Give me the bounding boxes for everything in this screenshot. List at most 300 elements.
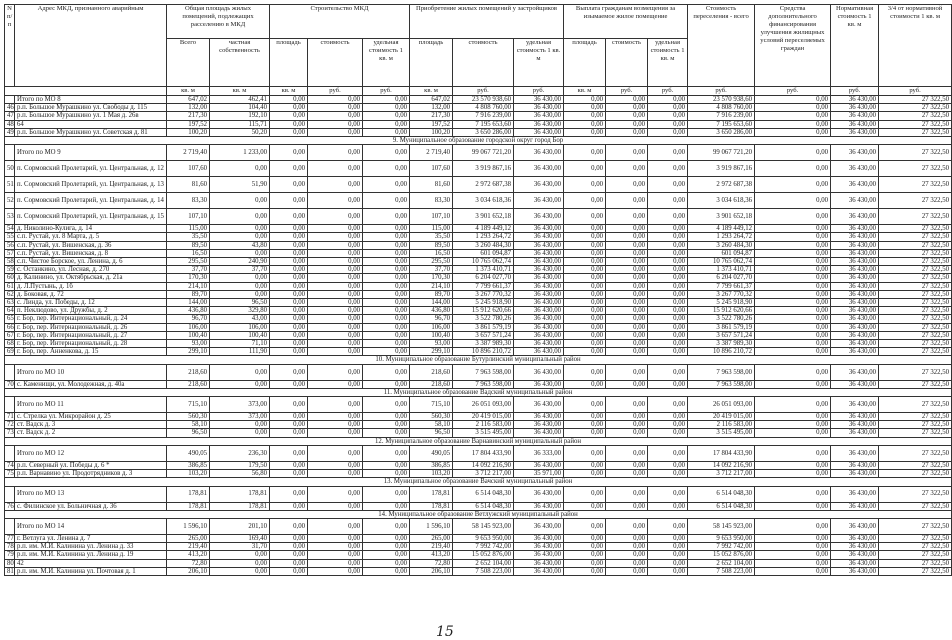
value-cell: 0,00 <box>270 282 308 290</box>
value-cell: 0,00 <box>210 429 270 437</box>
value-cell: 36 430,00 <box>514 290 564 298</box>
table-row <box>5 331 952 339</box>
value-cell: 3 515 495,00 <box>453 429 514 437</box>
value-cell: 0,00 <box>648 299 688 307</box>
value-cell: 0,00 <box>606 315 648 323</box>
header-address: Адрес МКД, признанного аварийным <box>15 5 167 87</box>
value-cell: 601 094,87 <box>688 249 755 257</box>
value-cell: 0,00 <box>564 502 606 510</box>
value-cell: 0,00 <box>755 307 831 315</box>
value-cell: 0,00 <box>363 315 410 323</box>
value-cell: 0,00 <box>648 323 688 331</box>
row-number <box>5 364 15 380</box>
value-cell: 0,00 <box>564 534 606 542</box>
value-cell: 295,50 <box>410 258 453 266</box>
address-cell: г. Бор, пер. Интернациональный, д. 28 <box>15 340 167 348</box>
value-cell: 0,00 <box>755 225 831 233</box>
value-cell: 3 260 484,30 <box>688 241 755 249</box>
value-cell: 36 430,00 <box>831 470 879 478</box>
value-cell: 0,00 <box>210 380 270 388</box>
value-cell: 0,00 <box>606 258 648 266</box>
row-number <box>5 486 15 502</box>
value-cell: 3 919 867,16 <box>453 161 514 177</box>
value-cell: 36 430,00 <box>514 193 564 209</box>
value-cell: 7 916 239,00 <box>688 112 755 120</box>
value-cell: 0,00 <box>270 299 308 307</box>
value-cell: 115,00 <box>167 225 210 233</box>
value-cell: 0,00 <box>606 249 648 257</box>
value-cell: 36 430,00 <box>831 241 879 249</box>
address-cell: р.п. Варнавино ул. Продотрядников д. 3 <box>15 470 167 478</box>
value-cell: 15 052 876,00 <box>688 551 755 559</box>
value-cell: 83,30 <box>167 193 210 209</box>
value-cell: 3 260 484,30 <box>453 241 514 249</box>
value-cell: 0,00 <box>363 161 410 177</box>
value-cell: 0,00 <box>363 177 410 193</box>
value-cell: 36 430,00 <box>831 397 879 413</box>
value-cell: 36 430,00 <box>514 461 564 469</box>
unit-cell: руб. <box>648 87 688 96</box>
value-cell: 1 293 264,72 <box>453 233 514 241</box>
value-cell: 3 650 286,00 <box>688 128 755 136</box>
value-cell: 6 204 027,70 <box>453 274 514 282</box>
value-cell: 206,10 <box>410 567 453 575</box>
value-cell: 27 322,50 <box>879 307 952 315</box>
value-cell: 10 896 210,72 <box>453 348 514 356</box>
value-cell: 36 430,00 <box>831 104 879 112</box>
value-cell: 51,90 <box>210 177 270 193</box>
table-row <box>5 340 952 348</box>
value-cell: 107,10 <box>167 209 210 225</box>
value-cell: 0,00 <box>755 177 831 193</box>
value-cell: 3 657 571,24 <box>453 331 514 339</box>
value-cell: 0,00 <box>308 120 363 128</box>
value-cell: 0,00 <box>363 225 410 233</box>
value-cell: 0,00 <box>606 193 648 209</box>
value-cell: 27 322,50 <box>879 559 952 567</box>
value-cell: 0,00 <box>755 96 831 104</box>
value-cell: 17 804 433,90 <box>453 445 514 461</box>
address-cell: с. Останкино, ул. Лесная, д. 270 <box>15 266 167 274</box>
value-cell: 36 430,00 <box>514 249 564 257</box>
value-cell: 36 430,00 <box>514 241 564 249</box>
value-cell: 36 430,00 <box>514 209 564 225</box>
value-cell: 0,00 <box>270 567 308 575</box>
value-cell: 0,00 <box>308 331 363 339</box>
value-cell: 0,00 <box>755 551 831 559</box>
units-spacer <box>5 87 167 96</box>
row-number: 67 <box>5 331 15 339</box>
value-cell: 3 522 780,26 <box>453 315 514 323</box>
row-number: 72 <box>5 421 15 429</box>
value-cell: 0,00 <box>564 120 606 128</box>
value-cell: 236,30 <box>210 445 270 461</box>
value-cell: 4 808 760,00 <box>688 104 755 112</box>
value-cell: 106,00 <box>410 323 453 331</box>
value-cell: 0,00 <box>755 397 831 413</box>
value-cell: 0,00 <box>755 559 831 567</box>
value-cell: 0,00 <box>363 233 410 241</box>
value-cell: 0,00 <box>564 193 606 209</box>
table-row <box>5 299 952 307</box>
header-total-cost: Стоимость переселения - всего <box>688 5 755 87</box>
value-cell: 0,00 <box>363 429 410 437</box>
value-cell: 192,10 <box>210 112 270 120</box>
total-row <box>5 364 952 380</box>
value-cell: 0,00 <box>606 567 648 575</box>
page-number: 15 <box>436 624 454 640</box>
value-cell: 0,00 <box>363 290 410 298</box>
address-cell: п. Сормовский Пролетарий, ул. Центральная, д. 13 <box>15 177 167 193</box>
table-row <box>5 559 952 567</box>
value-cell: 50,20 <box>210 128 270 136</box>
value-cell: 5 245 918,90 <box>453 299 514 307</box>
value-cell: 0,00 <box>755 193 831 209</box>
table-row <box>5 209 952 225</box>
value-cell: 10 765 062,74 <box>688 258 755 266</box>
value-cell: 3 267 770,32 <box>453 290 514 298</box>
table-row <box>5 470 952 478</box>
value-cell: 56,80 <box>210 470 270 478</box>
value-cell: 0,00 <box>363 397 410 413</box>
value-cell: 93,00 <box>167 340 210 348</box>
value-cell: 27 322,50 <box>879 421 952 429</box>
value-cell: 0,00 <box>363 551 410 559</box>
value-cell: 100,20 <box>167 128 210 136</box>
value-cell: 7 992 742,00 <box>453 543 514 551</box>
value-cell: 0,00 <box>606 241 648 249</box>
value-cell: 0,00 <box>270 193 308 209</box>
address-cell: Итого по МО 12 <box>15 445 167 461</box>
address-cell: ст. Вадск д. 3 <box>15 421 167 429</box>
value-cell: 36 430,00 <box>831 543 879 551</box>
value-cell: 0,00 <box>308 518 363 534</box>
value-cell: 0,00 <box>363 413 410 421</box>
value-cell: 36 430,00 <box>831 112 879 120</box>
header-construction-unit: удельная стоимость 1 кв. м <box>363 39 410 87</box>
value-cell: 2 652 104,00 <box>688 559 755 567</box>
value-cell: 27 322,50 <box>879 486 952 502</box>
value-cell: 27 322,50 <box>879 331 952 339</box>
value-cell: 0,00 <box>648 534 688 542</box>
value-cell: 103,20 <box>410 470 453 478</box>
value-cell: 7 195 653,60 <box>453 120 514 128</box>
value-cell: 3 861 579,19 <box>688 323 755 331</box>
table-row <box>5 307 952 315</box>
value-cell: 0,00 <box>564 128 606 136</box>
value-cell: 36 430,00 <box>831 225 879 233</box>
address-cell: д. Калинино, ул. Октябрьская, д. 21а <box>15 274 167 282</box>
table-row <box>5 348 952 356</box>
value-cell: 0,00 <box>755 120 831 128</box>
value-cell: 0,00 <box>648 421 688 429</box>
value-cell: 0,00 <box>755 274 831 282</box>
value-cell: 36 430,00 <box>514 340 564 348</box>
unit-cell: кв. м <box>564 87 606 96</box>
address-cell: д. Боковая, д. 72 <box>15 290 167 298</box>
value-cell: 36 430,00 <box>831 486 879 502</box>
section-title: 9. Муниципальное образование городской округ город Бор <box>5 137 952 145</box>
address-cell: Итого по МО 9 <box>15 145 167 161</box>
value-cell: 36 430,00 <box>514 567 564 575</box>
value-cell: 715,10 <box>410 397 453 413</box>
header-purchase-area: площадь <box>410 39 453 87</box>
value-cell: 3 919 867,16 <box>688 161 755 177</box>
value-cell: 0,00 <box>564 233 606 241</box>
value-cell: 36 430,00 <box>514 518 564 534</box>
value-cell: 36 430,00 <box>831 567 879 575</box>
value-cell: 0,00 <box>606 225 648 233</box>
value-cell: 0,00 <box>564 445 606 461</box>
value-cell: 23 570 938,60 <box>688 96 755 104</box>
value-cell: 240,90 <box>210 258 270 266</box>
value-cell: 27 322,50 <box>879 429 952 437</box>
row-number: 58 <box>5 258 15 266</box>
value-cell: 0,00 <box>755 323 831 331</box>
value-cell: 27 322,50 <box>879 567 952 575</box>
address-cell: 42 <box>15 559 167 567</box>
value-cell: 0,00 <box>648 96 688 104</box>
value-cell: 214,10 <box>410 282 453 290</box>
value-cell: 0,00 <box>648 315 688 323</box>
value-cell: 560,30 <box>167 413 210 421</box>
value-cell: 6 514 048,30 <box>453 486 514 502</box>
value-cell: 43,80 <box>210 241 270 249</box>
value-cell: 0,00 <box>270 445 308 461</box>
value-cell: 217,30 <box>410 112 453 120</box>
row-number: 75 <box>5 470 15 478</box>
value-cell: 0,00 <box>308 380 363 388</box>
value-cell: 0,00 <box>308 282 363 290</box>
value-cell: 0,00 <box>270 307 308 315</box>
value-cell: 0,00 <box>270 364 308 380</box>
value-cell: 36 430,00 <box>831 331 879 339</box>
row-number: 71 <box>5 413 15 421</box>
section-title: 14. Муниципальное образование Ветлужский муниципальный район <box>5 510 952 518</box>
value-cell: 0,00 <box>564 567 606 575</box>
address-cell: г. Бор, пер. Интернациональный, д. 24 <box>15 315 167 323</box>
address-cell: р.п. Большое Мурашкино ул. 1 Мая д. 26в <box>15 112 167 120</box>
value-cell: 7 916 239,00 <box>453 112 514 120</box>
value-cell: 0,00 <box>270 258 308 266</box>
value-cell: 36 430,00 <box>831 534 879 542</box>
header-no: N п/п <box>5 5 15 87</box>
address-cell: р.п. им. М.И. Калинина ул. Почтовая д. 1 <box>15 567 167 575</box>
table-row <box>5 323 952 331</box>
value-cell: 20 419 015,00 <box>688 413 755 421</box>
value-cell: 0,00 <box>308 364 363 380</box>
value-cell: 36 430,00 <box>514 233 564 241</box>
value-cell: 36 430,00 <box>514 299 564 307</box>
value-cell: 0,00 <box>564 397 606 413</box>
value-cell: 0,00 <box>210 282 270 290</box>
value-cell: 0,00 <box>606 104 648 112</box>
value-cell: 7 963 598,00 <box>453 380 514 388</box>
value-cell: 0,00 <box>270 559 308 567</box>
table-body <box>5 96 952 576</box>
value-cell: 0,00 <box>308 486 363 502</box>
value-cell: 0,00 <box>648 518 688 534</box>
value-cell: 170,30 <box>167 274 210 282</box>
value-cell: 27 322,50 <box>879 225 952 233</box>
value-cell: 132,00 <box>410 104 453 112</box>
value-cell: 0,00 <box>648 282 688 290</box>
row-number: 68 <box>5 340 15 348</box>
row-number: 55 <box>5 233 15 241</box>
value-cell: 0,00 <box>308 193 363 209</box>
value-cell: 0,00 <box>270 397 308 413</box>
value-cell: 36 430,00 <box>831 282 879 290</box>
value-cell: 36 430,00 <box>514 120 564 128</box>
value-cell: 0,00 <box>270 551 308 559</box>
value-cell: 16,50 <box>167 249 210 257</box>
value-cell: 0,00 <box>755 282 831 290</box>
value-cell: 36 430,00 <box>831 128 879 136</box>
value-cell: 0,00 <box>648 470 688 478</box>
value-cell: 265,00 <box>410 534 453 542</box>
value-cell: 0,00 <box>270 323 308 331</box>
value-cell: 0,00 <box>270 429 308 437</box>
table-row <box>5 421 952 429</box>
value-cell: 0,00 <box>606 413 648 421</box>
value-cell: 23 570 938,60 <box>453 96 514 104</box>
section-title: 11. Муниципальное образование Вадский муниципальный район <box>5 388 952 396</box>
value-cell: 0,00 <box>755 567 831 575</box>
value-cell: 0,00 <box>308 429 363 437</box>
value-cell: 0,00 <box>606 486 648 502</box>
value-cell: 0,00 <box>606 340 648 348</box>
value-cell: 0,00 <box>648 112 688 120</box>
value-cell: 0,00 <box>308 258 363 266</box>
header-purchase-cost: стоимость <box>453 39 514 87</box>
value-cell: 0,00 <box>564 340 606 348</box>
value-cell: 0,00 <box>363 307 410 315</box>
value-cell: 100,40 <box>410 331 453 339</box>
value-cell: 58,10 <box>410 421 453 429</box>
value-cell: 0,00 <box>308 209 363 225</box>
value-cell: 0,00 <box>210 161 270 177</box>
value-cell: 0,00 <box>755 258 831 266</box>
value-cell: 0,00 <box>755 266 831 274</box>
address-cell: Итого по МО 8 <box>15 96 167 104</box>
address-cell: с.п. Рустай, ул. Вишенская, д. 36 <box>15 241 167 249</box>
value-cell: 0,00 <box>270 380 308 388</box>
value-cell: 0,00 <box>363 145 410 161</box>
value-cell: 7 508 223,00 <box>453 567 514 575</box>
value-cell: 647,02 <box>410 96 453 104</box>
value-cell: 715,10 <box>167 397 210 413</box>
value-cell: 27 322,50 <box>879 364 952 380</box>
value-cell: 71,10 <box>210 340 270 348</box>
value-cell: 2 719,40 <box>410 145 453 161</box>
address-cell: д. Л.Пустынь, д. 1б <box>15 282 167 290</box>
value-cell: 0,00 <box>270 461 308 469</box>
value-cell: 89,50 <box>167 241 210 249</box>
value-cell: 0,00 <box>363 323 410 331</box>
row-number <box>5 445 15 461</box>
row-number: 64 <box>5 307 15 315</box>
value-cell: 197,52 <box>410 120 453 128</box>
value-cell: 1 373 410,71 <box>688 266 755 274</box>
value-cell: 0,00 <box>270 413 308 421</box>
value-cell: 100,40 <box>167 331 210 339</box>
value-cell: 100,20 <box>410 128 453 136</box>
value-cell: 0,00 <box>564 461 606 469</box>
value-cell: 0,00 <box>270 177 308 193</box>
value-cell: 81,60 <box>410 177 453 193</box>
unit-cell: кв. м <box>410 87 453 96</box>
section-title: 13. Муниципальное образование Вачский муниципальный район <box>5 478 952 486</box>
row-number: 79 <box>5 551 15 559</box>
value-cell: 0,00 <box>755 161 831 177</box>
header-compensation-unit: удельная стоимость 1 кв. м <box>648 39 688 87</box>
value-cell: 115,00 <box>410 225 453 233</box>
unit-cell: руб. <box>606 87 648 96</box>
value-cell: 0,00 <box>648 445 688 461</box>
row-number: 62 <box>5 290 15 298</box>
value-cell: 0,00 <box>606 274 648 282</box>
table-row <box>5 290 952 298</box>
value-cell: 0,00 <box>363 518 410 534</box>
value-cell: 36 430,00 <box>831 307 879 315</box>
value-cell: 35,50 <box>167 233 210 241</box>
value-cell: 26 051 093,00 <box>453 397 514 413</box>
value-cell: 27 322,50 <box>879 249 952 257</box>
table-row <box>5 225 952 233</box>
value-cell: 27 322,50 <box>879 282 952 290</box>
value-cell: 7 508 223,00 <box>688 567 755 575</box>
value-cell: 4 189 449,12 <box>453 225 514 233</box>
value-cell: 218,60 <box>410 364 453 380</box>
value-cell: 0,00 <box>308 413 363 421</box>
value-cell: 3 034 618,36 <box>688 193 755 209</box>
value-cell: 36 430,00 <box>831 249 879 257</box>
value-cell: 27 322,50 <box>879 299 952 307</box>
value-cell: 219,40 <box>410 543 453 551</box>
value-cell: 36 430,00 <box>514 145 564 161</box>
value-cell: 0,00 <box>270 518 308 534</box>
value-cell: 0,00 <box>606 307 648 315</box>
value-cell: 0,00 <box>308 112 363 120</box>
address-cell: Итого по МО 11 <box>15 397 167 413</box>
value-cell: 106,00 <box>167 323 210 331</box>
table-row <box>5 567 952 575</box>
value-cell: 36 430,00 <box>831 96 879 104</box>
value-cell: 2 116 583,00 <box>453 421 514 429</box>
value-cell: 0,00 <box>210 193 270 209</box>
value-cell: 178,81 <box>210 486 270 502</box>
value-cell: 560,30 <box>410 413 453 421</box>
value-cell: 7 799 661,37 <box>688 282 755 290</box>
table-row <box>5 502 952 510</box>
value-cell: 0,00 <box>363 266 410 274</box>
value-cell: 0,00 <box>363 249 410 257</box>
value-cell: 0,00 <box>606 233 648 241</box>
value-cell: 0,00 <box>308 315 363 323</box>
row-number: 53 <box>5 209 15 225</box>
address-cell: с. Филинское ул. Больничная д. 36 <box>15 502 167 510</box>
table-row <box>5 258 952 266</box>
value-cell: 0,00 <box>564 299 606 307</box>
value-cell: 0,00 <box>210 274 270 282</box>
value-cell: 36 430,00 <box>831 233 879 241</box>
value-cell: 0,00 <box>648 161 688 177</box>
value-cell: 36 430,00 <box>831 445 879 461</box>
value-cell: 0,00 <box>648 128 688 136</box>
address-cell: ст. Вадск д. 2 <box>15 429 167 437</box>
value-cell: 0,00 <box>308 161 363 177</box>
value-cell: 36 430,00 <box>831 413 879 421</box>
